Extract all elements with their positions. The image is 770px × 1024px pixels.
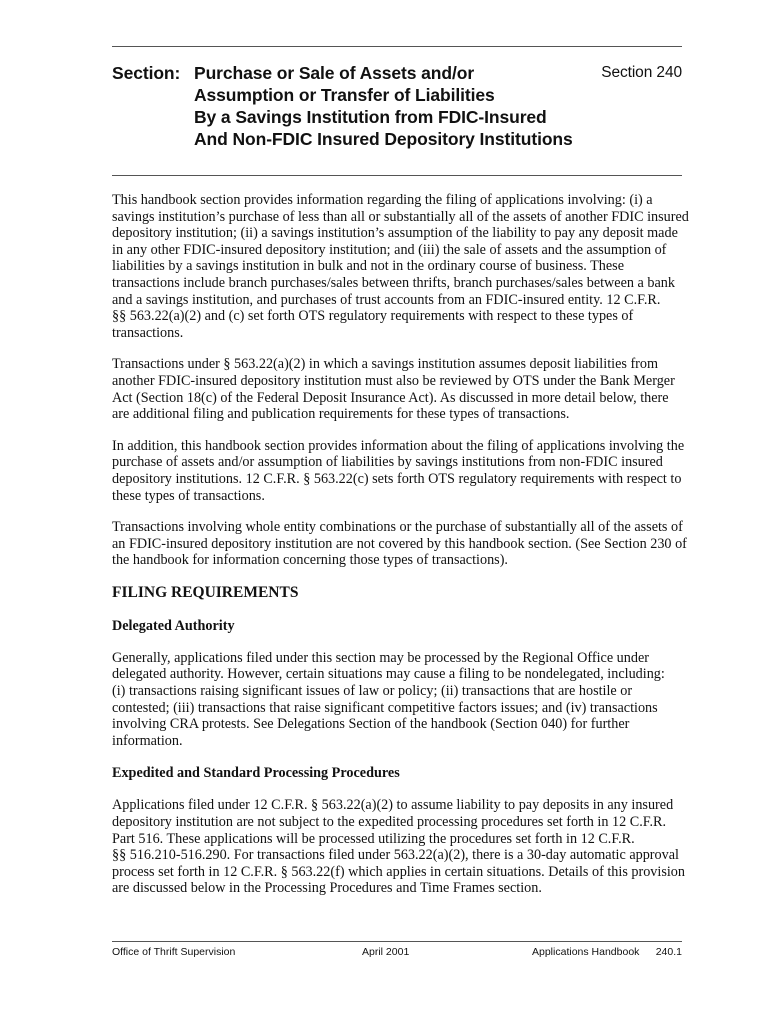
text-line: are discussed below in the Processing Procedures and Time Frames section. [112, 880, 542, 897]
text-line: Act (Section 18(c) of the Federal Deposit Insurance Act). As discussed in more detail below, there [112, 389, 669, 406]
text-line: process set forth in 12 C.F.R. § 563.22(f) which applies in certain situations. Details of this provision [112, 863, 685, 880]
text-line: contested; (iii) transactions that raise significant competitive factors issues; and (iv) transactions [112, 699, 658, 716]
section-title-line: Assumption or Transfer of Liabilities [194, 85, 495, 105]
footer-publication: Applications Handbook [532, 946, 640, 958]
text-line: transactions include branch purchases/sales between thrifts, branch purchases/sales between a bank [112, 274, 675, 291]
page-footer [112, 946, 682, 960]
text-line: Transactions involving whole entity combinations or the purchase of substantially all of the assets of [112, 519, 683, 536]
text-line: information. [112, 732, 183, 749]
paragraph-transactions [112, 356, 682, 422]
top-rule [112, 46, 682, 47]
text-line: involving CRA protests. See Delegations Section of the handbook (Section 040) for further [112, 716, 630, 733]
text-line: depository institution are not subject to the expedited processing procedures set forth in 12 C.F.R. [112, 814, 667, 831]
paragraph-whole-entity [112, 519, 687, 569]
text-line: and a savings institution, and purchases of trust accounts from an FDIC-insured entity. 12 C.F.R. [112, 291, 661, 308]
text-line: §§ 563.22(a)(2) and (c) set forth OTS regulatory requirements with respect to these types of [112, 308, 634, 325]
paragraph-expedited [112, 797, 685, 897]
paragraph-intro [112, 192, 689, 341]
text-line: in any other FDIC-insured depository institution; and (iii) the sale of assets and the assumption of [112, 241, 667, 258]
section-label: Section: [112, 63, 181, 83]
section-number: Section 240 [601, 64, 682, 81]
heading-delegated-authority: Delegated Authority [112, 617, 235, 634]
text-line: Generally, applications filed under this section may be processed by the Regional Office under [112, 649, 649, 666]
section-title-line: By a Savings Institution from FDIC-Insured [194, 107, 547, 127]
section-title [194, 62, 573, 150]
text-line: Applications filed under 12 C.F.R. § 563.22(a)(2) to assume liability to pay deposits in any insured [112, 797, 674, 814]
document-body [112, 192, 689, 912]
footer-rule [112, 941, 682, 942]
text-line: transactions. [112, 324, 184, 341]
heading-expedited-standard: Expedited and Standard Processing Procedures [112, 765, 400, 782]
text-line: In addition, this handbook section provides information about the filing of applications involving the [112, 437, 685, 454]
text-line: the handbook for information concerning those types of transactions). [112, 552, 508, 569]
text-line: depository institution; (ii) a savings institution’s assumption of the liability to pay any deposit made [112, 225, 678, 242]
text-line: savings institution’s purchase of less than all or substantially all of the assets of another FDIC insured [112, 208, 689, 225]
footer-date: April 2001 [362, 946, 410, 958]
section-title-line: Purchase or Sale of Assets and/or [194, 63, 475, 83]
text-line: purchase of assets and/or assumption of liabilities by savings institutions from non-FDIC insured [112, 454, 663, 471]
header-rule [112, 175, 682, 176]
section-title-line: And Non-FDIC Insured Depository Institutions [194, 129, 573, 149]
text-line: depository institutions. 12 C.F.R. § 563.22(c) sets forth OTS regulatory requirements with respect to [112, 470, 682, 487]
footer-organization: Office of Thrift Supervision [112, 946, 236, 958]
footer-page-number: 240.1 [655, 946, 682, 958]
text-line: delegated authority. However, certain situations may cause a filing to be nondelegated, including: [112, 666, 665, 683]
text-line: liabilities by a savings institution in bulk and not in the ordinary course of business. These [112, 258, 624, 275]
text-line: an FDIC-insured depository institution are not covered by this handbook section. (See Section 230 of [112, 535, 687, 552]
text-line: Part 516. These applications will be processed utilizing the procedures set forth in 12 C.F.R. [112, 830, 635, 847]
paragraph-addition [112, 437, 685, 504]
text-line: are additional filing and publication requirements for these types of transactions. [112, 406, 570, 423]
text-line: This handbook section provides information regarding the filing of applications involving: (i) a [112, 192, 653, 208]
text-line: these types of transactions. [112, 487, 265, 504]
paragraph-delegated [112, 650, 682, 750]
text-line: Transactions under § 563.22(a)(2) in which a savings institution assumes deposit liabilities from [112, 356, 659, 373]
text-line: another FDIC-insured depository institution must also be reviewed by OTS under the Bank Merger [112, 372, 675, 389]
heading-filing-requirements: FILING REQUIREMENTS [112, 583, 299, 601]
text-line: (i) transactions raising significant issues of law or policy; (ii) transactions that are hostile or [112, 683, 633, 700]
text-line: §§ 516.210-516.290. For transactions filed under 563.22(a)(2), there is a 30-day automatic approval [112, 847, 679, 864]
